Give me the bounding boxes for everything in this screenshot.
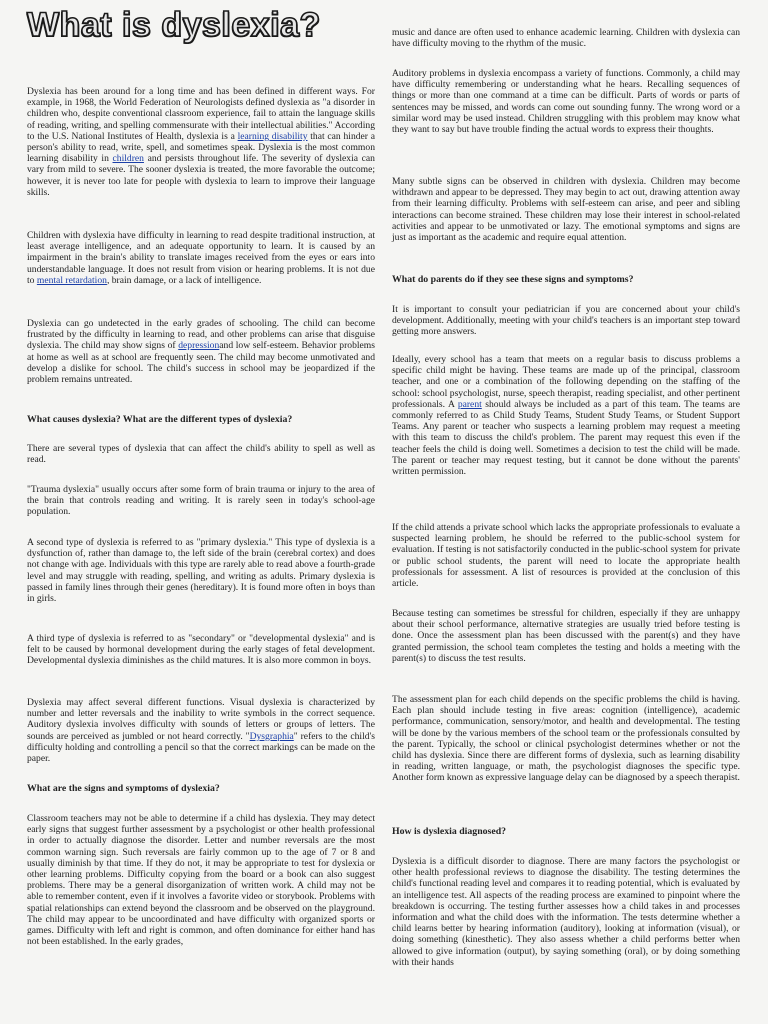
testing-stress-paragraph: Because testing can sometimes be stressful for children, especially if they are unhappy about their school performance, alternative strategies are usually tried before testing is done. Once the assessment plan has been discussed with the parent(s) and they have granted permission, the school team completes the testing and holds a meeting with the parent(s) to discuss the test results. (392, 608, 740, 664)
page-title: What is dyslexia? (27, 6, 321, 44)
diagnosis-paragraph: Dyslexia is a difficult disorder to diagnose. There are many factors the psychologist or other health professional reviews to diagnose the disability. The testing determines the child's functional reading level and compares it to reading potential, which is evaluated by an intelligence test. All aspects of the reading process are examined to pinpoint where the breakdown is occurring. The testing further assesses how a child takes in and processes information and what the child does with the information. The tests determine whether a child learns better by hearing information (auditory), looking at information (visual), or doing something (kinesthetic). They also assess whether a child performs better when allowed to give information (output), by saying something (oral), or by doing something with their hands (392, 856, 740, 968)
trauma-dyslexia-paragraph: "Trauma dyslexia" usually occurs after some form of brain trauma or injury to the area of the brain that controls reading and writing. It is rarely seen in today's school-age population. (27, 484, 375, 518)
children-link[interactable]: children (112, 153, 144, 165)
paragraph-text: Dyslexia may affect several different functions. Visual dyslexia is characterized by number and letter reversals and the inability to write symbols in the correct sequence. Auditory dyslexia involves difficulty with sounds of letters or groups of letters. The sounds are perceived as jumbled or not heard correctly. " (27, 697, 375, 742)
paragraph-text: that can hinder a person's ability to read, write, spell, and sometimes speak. Dyslexia is the most common learning disability in (27, 130, 376, 165)
mental-retardation-link[interactable]: mental retardation (36, 274, 107, 286)
paragraph-text: should always be included as a part of this team. The teams are commonly referred to as Child Study Teams, Student Study Teams, or Student Support Teams. Any parent or teacher who suspects a learning problem may request a meeting with this team to discuss the child's problem. The parent may request this even if the teacher feels the child is doing well. Sometimes a decision to test the child will be made. The parent or teacher may request testing, but it cannot be done without the parents' written permission. (392, 398, 740, 478)
learning-disability-link[interactable]: learning disability (237, 130, 308, 142)
definition-paragraph (27, 230, 375, 286)
paragraph-text: Ideally, every school has a team that meets on a regular basis to discuss problems a specific child might be having. These teams are made up of the principal, classroom teacher, and one or a combination of the following depending on the staffing of the school: school psychologist, nurse, speech therapist, reading specialist, and other pertinent professionals. A (392, 354, 740, 410)
secondary-dyslexia-paragraph: A third type of dyslexia is referred to as "secondary" or "developmental dyslexia" and is felt to be caused by hormonal development during the early stages of fetal development. Developmental dyslexia diminishes as the child matures. It is also more common in boys. (27, 633, 375, 667)
signs-heading: What are the signs and symptoms of dyslexia? (27, 783, 220, 794)
intro-paragraph (27, 86, 375, 198)
auditory-problems-paragraph: Auditory problems in dyslexia encompass a variety of functions. Commonly, a child may have difficulty remembering or understanding what he hears. Recalling sequences of things or more than one command at a time can be difficult. Parts of words or parts of sentences may be missed, and words can come out sounding funny. The wrong word or a similar word may be used instead. Children struggling with this problem may know what they want to say but have trouble finding the actual words to express their thoughts. (392, 68, 740, 136)
causes-heading: What causes dyslexia? What are the different types of dyslexia? (27, 414, 293, 425)
types-intro-paragraph: There are several types of dyslexia that can affect the child's ability to spell as well as read. (27, 443, 375, 466)
assessment-plan-paragraph: The assessment plan for each child depends on the specific problems the child is having. Each plan should include testing in five areas: cognition (intelligence), academic performance, communication, sensory/motor, and health and developmental. The testing will be done by the various members of the school team or the professionals consulted by the parent. Typically, the school or clinical psychologist determines whether or not the child has dyslexia. Since there are different forms of dyslexia, such as learning disability in reading, written language, or math, the psychologist diagnoses the specific type. Another form known as expressive language delay can be diagnosed by a speech therapist. (392, 694, 740, 784)
private-school-paragraph: If the child attends a private school which lacks the appropriate professionals to evaluate a suspected learning problem, he should be referred to the public-school system for evaluation. If testing is not satisfactorily conducted in the public-school system for private or public school students, the parent will need to locate the appropriate health professionals for assessment. A list of resources is provided at the conclusion of this article. (392, 522, 740, 590)
depression-link[interactable]: depression (178, 340, 220, 352)
functions-paragraph (27, 697, 375, 764)
consult-pediatrician-paragraph: It is important to consult your pediatrician if you are concerned about your child's development. Additionally, meeting with your child's teachers is an important step toward getting more answers. (392, 304, 740, 338)
paragraph-text: and persists throughout life. The severity of dyslexia can vary from mild to severe. The sooner dyslexia is treated, the more favorable the outcome; however, it is never too late for people with dyslexia to learn to improve their language skills. (27, 153, 375, 198)
primary-dyslexia-paragraph: A second type of dyslexia is referred to as "primary dyslexia." This type of dyslexia is a dysfunction of, rather than damage to, the left side of the brain (cerebral cortex) and does not change with age. Individuals with this type are rarely able to read above a fourth-grade level and may struggle with reading, spelling, and writing as adults. Primary dyslexia is passed in family lines through their genes (hereditary). It is found more often in boys than in girls. (27, 537, 375, 605)
parents-heading: What do parents do if they see these signs and symptoms? (392, 274, 634, 285)
paragraph-text: " refers to the child's difficulty holding and controlling a pencil so that the correct markings can be made on the paper. (27, 730, 375, 765)
school-team-paragraph (392, 354, 740, 477)
paragraph-text: , brain damage, or a lack of intelligence. (106, 274, 262, 286)
music-dance-paragraph: music and dance are often used to enhance academic learning. Children with dyslexia can have difficulty moving to the rhythm of the music. (392, 27, 740, 50)
parent-link[interactable]: parent (457, 398, 482, 410)
dysgraphia-link[interactable]: Dysgraphia (249, 730, 294, 742)
paragraph-text: Dyslexia can go undetected in the early grades of schooling. The child can become frustrated by the difficulty in learning to read, and other problems can arise that disguise dyslexia. The child may show signs of (27, 318, 375, 352)
undetected-paragraph (27, 318, 375, 385)
paragraph-text: Children with dyslexia have difficulty in learning to read despite traditional instruction, at least average intelligence, and an adequate opportunity to learn. It is caused by an impairment in the brain's ability to translate images received from the eyes or ears into understandable language. It does not result from vision or hearing problems. It is not due to (27, 230, 375, 286)
paragraph-text: Dyslexia has been around for a long time and has been defined in different ways. For example, in 1968, the World Federation of Neurologists defined dyslexia as "a disorder in children who, despite conventional classroom experience, fail to attain the language skills of reading, writing, and spelling commensurate with their intellectual abilities." According to the U.S. National Institutes of Health, dyslexia is a (27, 86, 375, 142)
diagnosis-heading: How is dyslexia diagnosed? (392, 826, 507, 837)
classroom-signs-paragraph: Classroom teachers may not be able to determine if a child has dyslexia. They may detect early signs that suggest further assessment by a psychologist or other health professional in order to actually diagnose the disorder. Letter and number reversals are the most common warning sign. Such reversals are fairly common up to the age of 7 or 8 and usually diminish by that time. If they do not, it may be appropriate to test for dyslexia or other learning problems. Difficulty copying from the board or a book can also suggest problems. There may be a general disorganization of written work. A child may not be able to remember content, even if it involves a favorite video or storybook. Problems with spatial relationships can extend beyond the classroom and be observed on the playground. The child may appear to be uncoordinated and have difficulty with organized sports or games. Difficulty with left and right is common, and often dominance for either hand has not been established. In the early grades, (27, 813, 375, 948)
paragraph-text: and low self-esteem. Behavior problems at home as well as at school are frequently seen. The child may become unmotivated and develop a dislike for school. The child's success in school may be jeopardized if the problem remains untreated. (27, 340, 375, 386)
subtle-signs-paragraph: Many subtle signs can be observed in children with dyslexia. Children may become withdrawn and appear to be depressed. They may begin to act out, drawing attention away from their learning difficulty. Problems with self-esteem can arise, and peer and sibling interactions can become strained. These children may lose their interest in school-related activities and appear to be unmotivated or lazy. The emotional symptoms and signs are just as important as the academic and require equal attention. (392, 176, 740, 244)
